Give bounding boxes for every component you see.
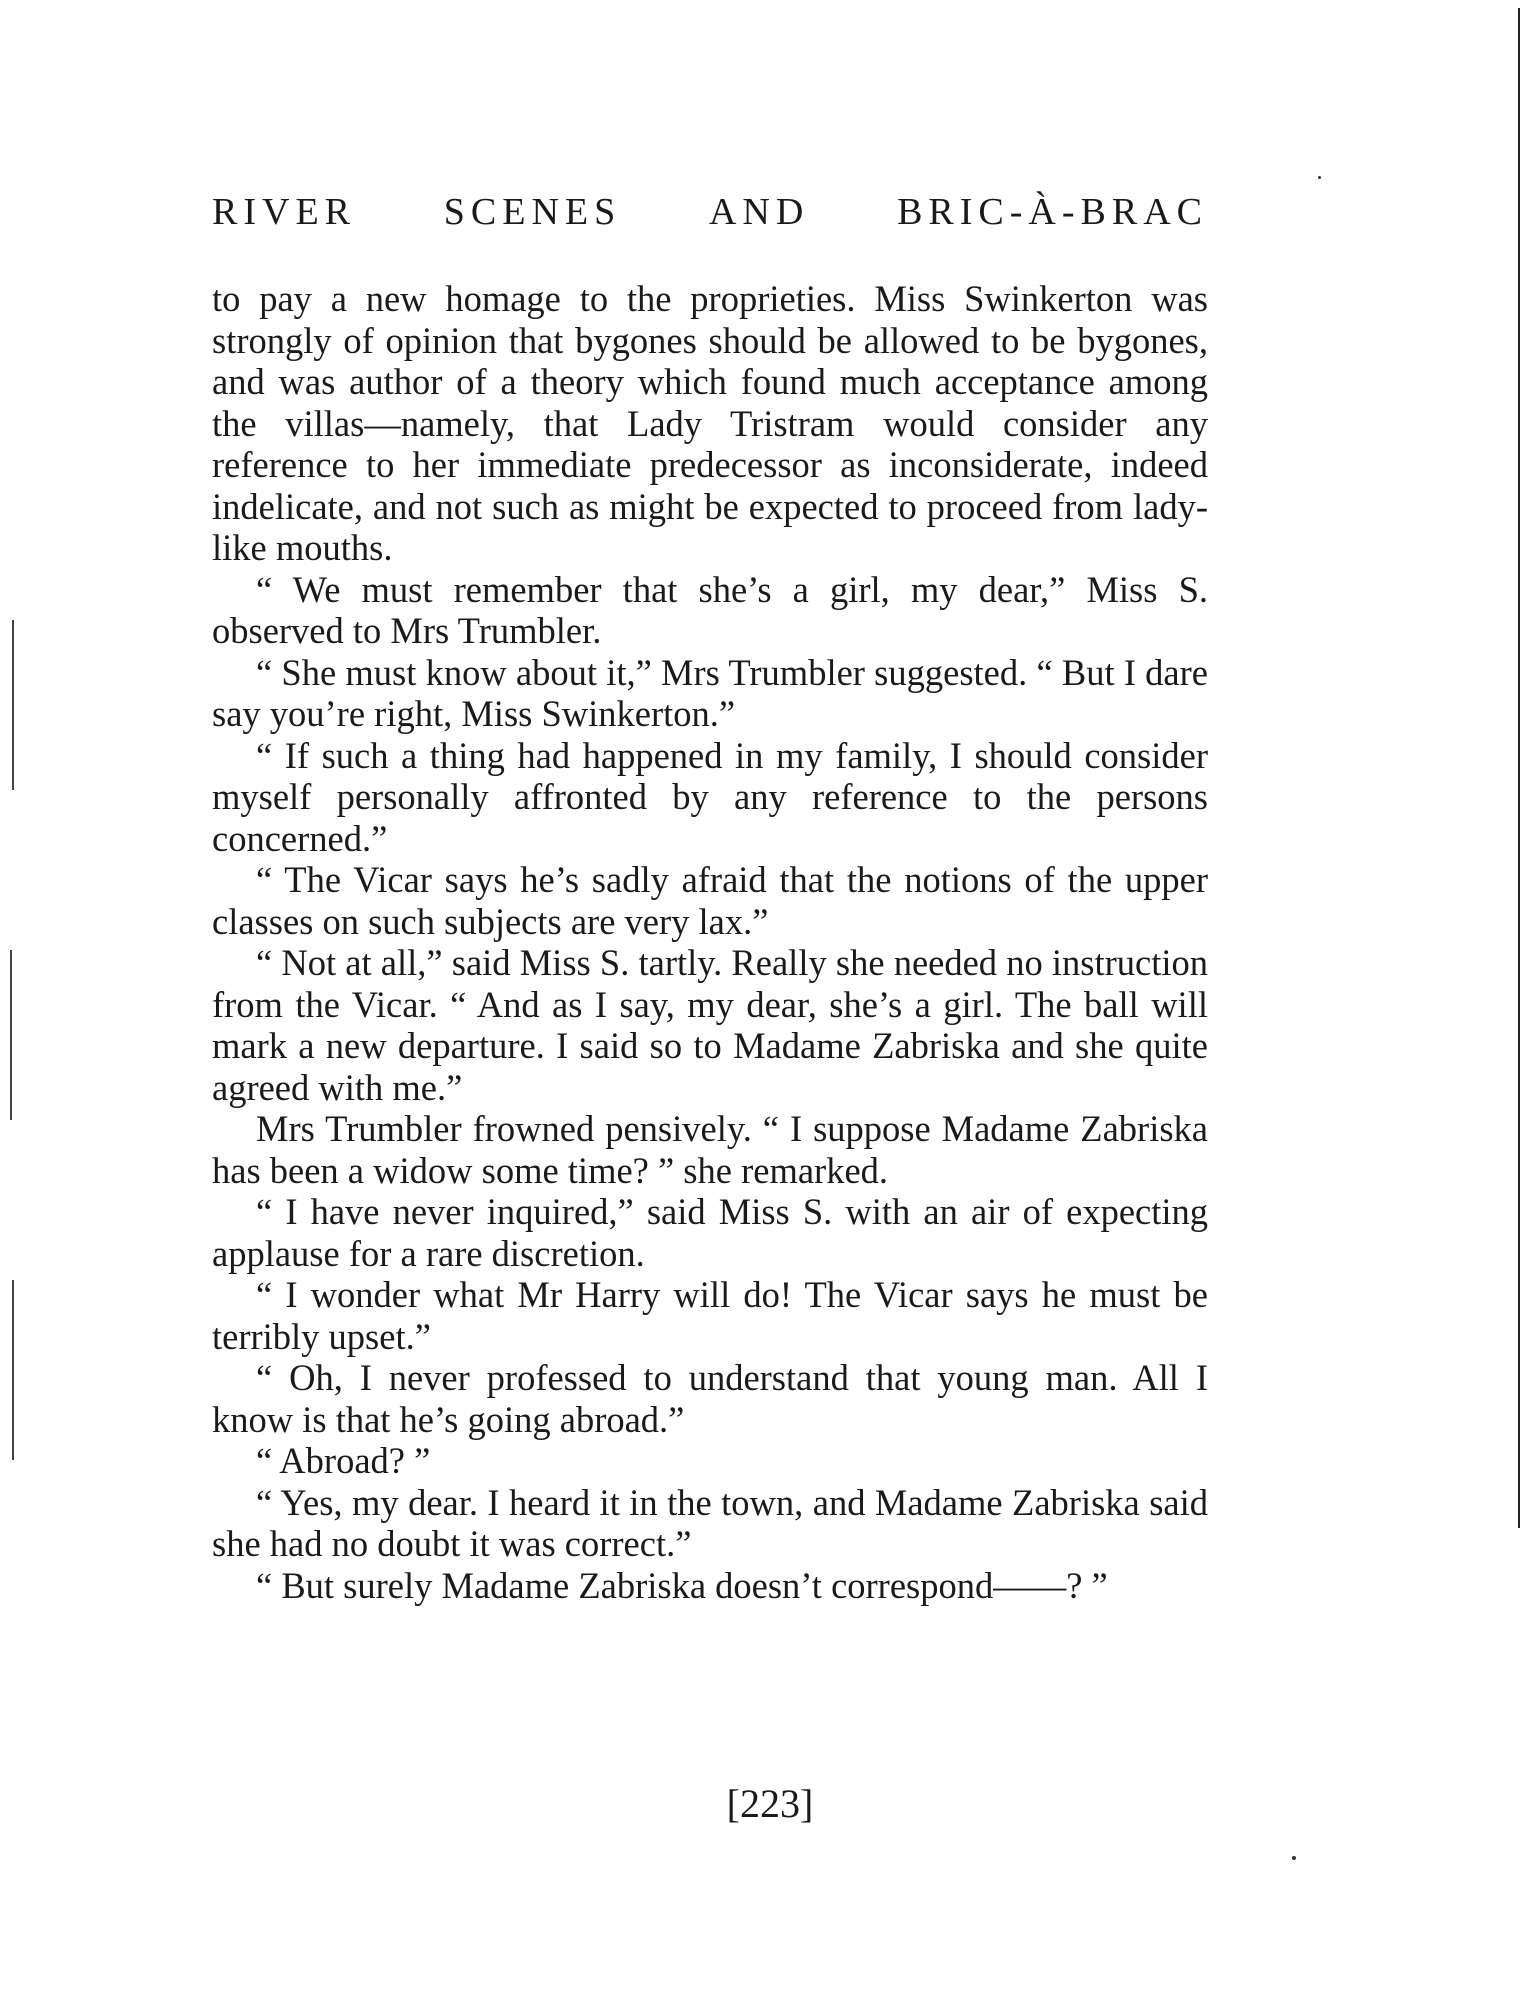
running-head-word-4: BRIC-À-BRAC — [897, 191, 1208, 233]
paragraph: “ If such a thing had happened in my family, I should consider myself personally affronted by any reference to the persons concerned.” — [212, 734, 1208, 859]
page-number: [223] — [726, 1781, 814, 1826]
paragraph: to pay a new homage to the proprieties. Miss Swinkerton was strongly of opinion that bygones should be allowed to be bygones, and was author of a theory which found much acceptance among the villas—namely, that Lady Tristram would consider any reference to her immediate predecessor as inconsiderate, indeed indelicate, and not such as might be expected to proceed from lady-like mouths. — [212, 278, 1208, 568]
scan-edge-line — [1518, 8, 1520, 1528]
paragraph: “ Abroad? ” — [256, 1440, 431, 1481]
running-head-word-2: SCENES — [443, 191, 622, 233]
paragraph: “ Yes, my dear. I heard it in the town, and Madame Zabriska said she had no doubt it was correct.” — [212, 1481, 1208, 1564]
paragraph: “ I wonder what Mr Harry will do! The Vicar says he must be terribly upset.” — [212, 1274, 1208, 1357]
paragraph: “ Oh, I never professed to understand that young man. All I know is that he’s going abroad.” — [212, 1357, 1208, 1440]
running-head-word-1: RIVER — [212, 191, 356, 233]
scan-margin-mark — [12, 620, 14, 790]
paragraph: “ The Vicar says he’s sadly afraid that the notions of the upper classes on such subjects are very lax.” — [212, 859, 1208, 942]
scan-speck — [1318, 176, 1321, 179]
body-text — [212, 278, 1208, 1606]
paragraph: “ I have never inquired,” said Miss S. with an air of expecting applause for a rare discretion. — [212, 1191, 1208, 1274]
paragraph: “ But surely Madame Zabriska doesn’t correspond——? ” — [256, 1564, 1108, 1606]
running-head-word-3: AND — [708, 191, 810, 233]
scan-speck — [1292, 1856, 1296, 1860]
scan-margin-mark — [12, 1280, 14, 1460]
running-head — [212, 190, 1208, 234]
scan-margin-mark — [10, 950, 12, 1120]
paragraph: Mrs Trumbler frowned pensively. “ I suppose Madame Zabriska has been a widow some time? ” she remarked. — [212, 1108, 1208, 1191]
paragraph: “ We must remember that she’s a girl, my dear,” Miss S. observed to Mrs Trumbler. — [212, 568, 1208, 651]
paragraph: “ She must know about it,” Mrs Trumbler suggested. “ But I dare say you’re right, Miss Swinkerton.” — [212, 651, 1208, 734]
paragraph: “ Not at all,” said Miss S. tartly. Really she needed no instruction from the Vicar. “ And as I say, my dear, she’s a girl. The ball will mark a new departure. I said so to Madame Zabriska and she quite agreed with me.” — [212, 942, 1208, 1108]
